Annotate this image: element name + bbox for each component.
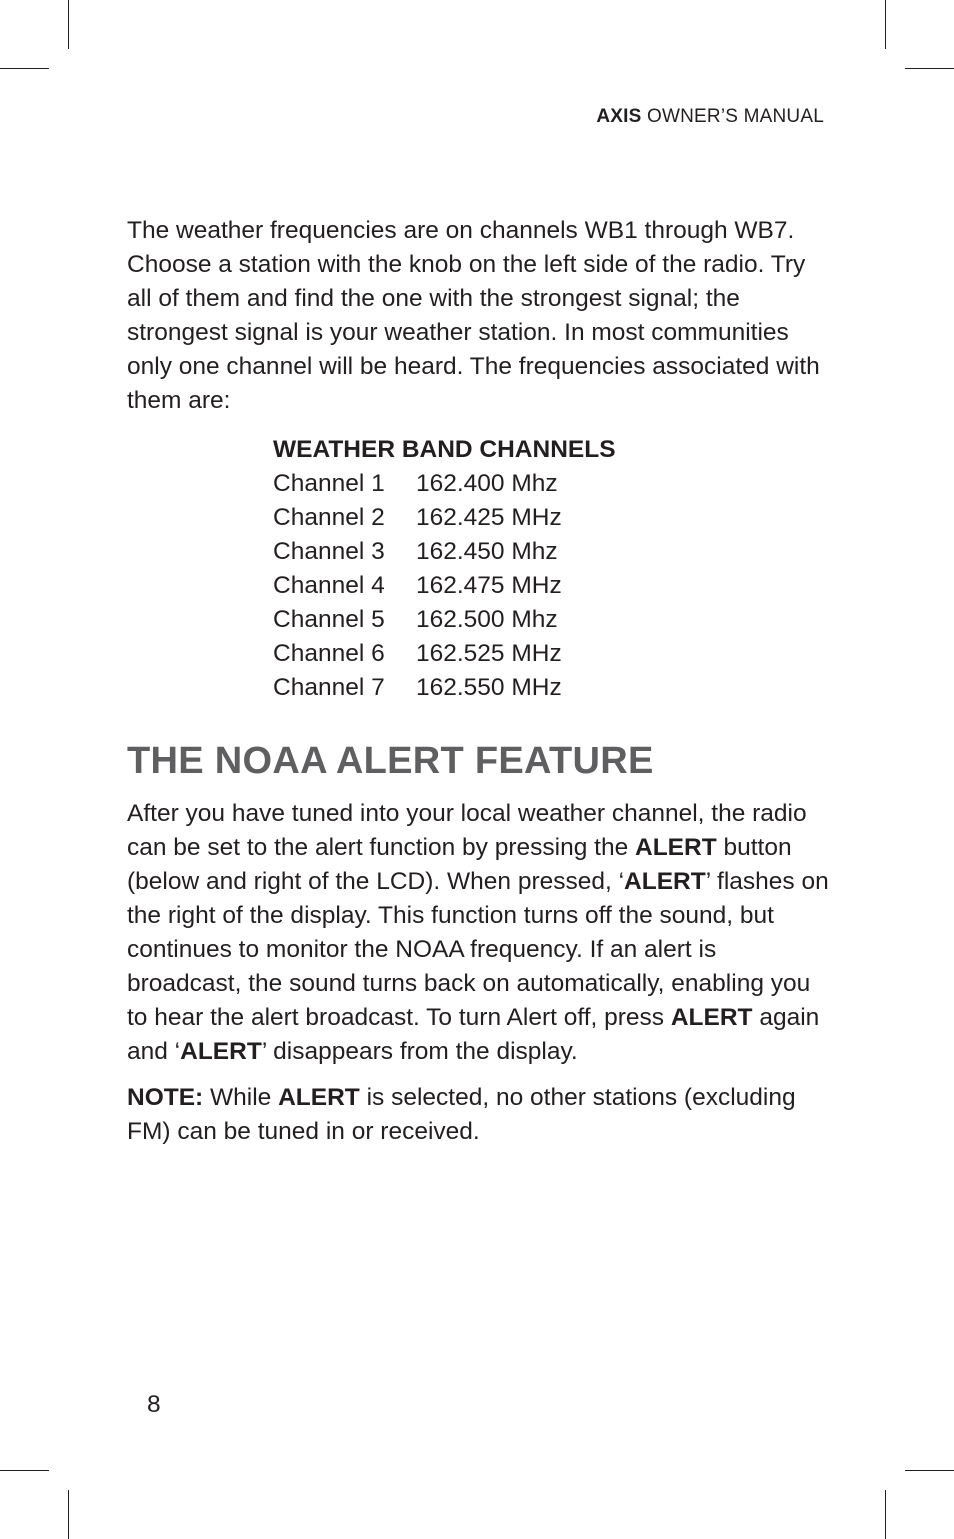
channel-frequency: 162.550 MHz [416, 674, 562, 701]
text-run: While [203, 1084, 279, 1111]
running-header [596, 106, 824, 128]
crop-mark-top-right-horizontal [905, 68, 954, 69]
channel-name: Channel 7 [273, 674, 385, 701]
channel-row [273, 637, 616, 671]
channel-row [273, 569, 616, 603]
page-number: 8 [147, 1391, 161, 1418]
crop-mark-bottom-right-vertical [885, 1490, 886, 1539]
intro-paragraph: The weather frequencies are on channels WB1 through WB7. Choose a station with the knob on the left side of the radio. Try all of them and find the one with the strongest signal; the strongest signal is your weather station. In most communities only one channel will be heard. The frequencies associated with them are: [127, 217, 820, 414]
text-run: ’ flashes on the right of the display. This function turns off the sound, but continues to monitor the NOAA frequency. If an alert is broadcast, the sound turns back on automatically, enabling you to hear the alert broadcast. To turn Alert off, press [127, 868, 829, 1031]
alert-keyword: ALERT [670, 1004, 753, 1031]
alert-keyword: ALERT [180, 1038, 262, 1065]
channel-name: Channel 5 [273, 606, 385, 633]
header-brand: AXIS [596, 106, 642, 127]
note-label: NOTE: [127, 1084, 204, 1111]
text-run: is selected, no other stations (excluding FM) can be tuned in or received. [127, 1084, 796, 1145]
channel-frequency: 162.475 MHz [416, 572, 562, 599]
channel-name: Channel 2 [273, 504, 385, 531]
channel-name: Channel 6 [273, 640, 385, 667]
weather-band-table [273, 433, 616, 705]
crop-mark-top-right-vertical [885, 0, 886, 49]
channel-frequency: 162.425 MHz [416, 504, 562, 531]
crop-mark-bottom-right-horizontal [905, 1470, 954, 1471]
crop-mark-top-left-vertical [68, 0, 69, 49]
crop-mark-bottom-left-horizontal [0, 1470, 49, 1471]
alert-keyword: ALERT [635, 834, 717, 861]
channel-name: Channel 4 [273, 572, 385, 599]
alert-paragraph [127, 797, 832, 1069]
channel-row [273, 671, 616, 705]
text-run: ’ disappears from the display. [261, 1038, 578, 1065]
section-heading: THE NOAA ALERT FEATURE [127, 740, 654, 782]
channel-name: Channel 3 [273, 538, 385, 565]
channel-frequency: 162.450 Mhz [416, 538, 558, 565]
alert-keyword: ALERT [624, 868, 706, 895]
note-paragraph [127, 1081, 832, 1149]
channel-row [273, 501, 616, 535]
text-run: After you have tuned into your local weather channel, the radio can be set to the alert function by pressing the [127, 800, 807, 861]
channel-frequency: 162.525 MHz [416, 640, 562, 667]
crop-mark-top-left-horizontal [0, 68, 49, 69]
crop-mark-bottom-left-vertical [68, 1490, 69, 1539]
channel-frequency: 162.500 Mhz [416, 606, 558, 633]
weather-band-title: WEATHER BAND CHANNELS [273, 436, 616, 463]
text-run: button (below and right of the LCD). When pressed, ‘ [127, 834, 792, 895]
header-title: OWNER’S MANUAL [647, 106, 824, 127]
channel-row [273, 467, 616, 501]
channel-name: Channel 1 [273, 470, 385, 497]
text-run: again and ‘ [127, 1004, 820, 1065]
channel-frequency: 162.400 Mhz [416, 470, 558, 497]
channel-row [273, 603, 616, 637]
alert-keyword: ALERT [278, 1084, 360, 1111]
channel-row [273, 535, 616, 569]
